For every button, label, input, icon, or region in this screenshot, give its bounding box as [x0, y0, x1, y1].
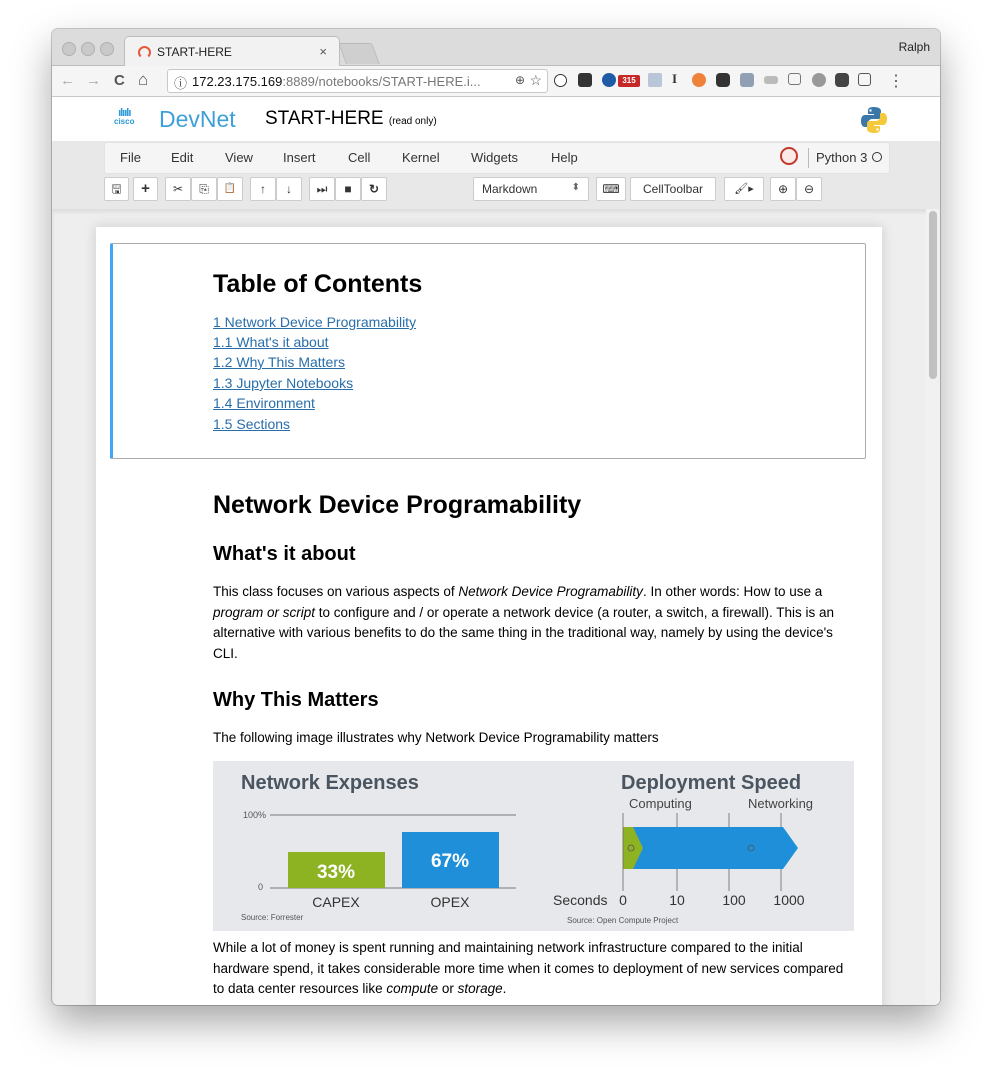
subsection-heading: What's it about — [213, 543, 356, 565]
networking-label: Networking — [748, 796, 814, 811]
networking-arrow — [623, 827, 798, 869]
capex-label: CAPEX — [312, 894, 360, 910]
extension-icon[interactable] — [764, 76, 778, 84]
python-logo-icon — [859, 105, 889, 135]
tab-close-button[interactable]: × — [319, 44, 327, 59]
toc-link[interactable]: 1.2 Why This Matters — [213, 354, 346, 370]
url-input[interactable] — [167, 69, 548, 93]
notebook-name: START-HERE — [265, 108, 384, 129]
extension-icon[interactable] — [578, 73, 592, 87]
notebook-toolbar — [104, 177, 888, 207]
notebook-title[interactable] — [265, 108, 437, 130]
opex-value: 67% — [430, 851, 470, 872]
interrupt-button[interactable]: ■ — [335, 177, 361, 201]
cut-button[interactable]: ✂ — [165, 177, 191, 201]
menu-file[interactable]: File — [120, 150, 141, 165]
computing-label: Computing — [629, 796, 692, 811]
keyboard-shortcuts-button[interactable]: ⌨ — [596, 177, 626, 201]
onepassword-icon[interactable] — [554, 74, 567, 87]
cisco-logo[interactable]: ılıılı cisco — [114, 107, 135, 126]
cell-type-select[interactable] — [473, 177, 589, 201]
notebook-header — [52, 97, 940, 141]
network-expenses-figure — [213, 761, 854, 931]
paragraph: The following image illustrates why Network Device Programability matters — [213, 730, 659, 745]
cisco-label: cisco — [114, 117, 135, 126]
menu-help[interactable]: Help — [551, 150, 578, 165]
reload-button[interactable]: C — [114, 72, 125, 89]
restart-button[interactable]: ↻ — [361, 177, 387, 201]
extension-icon[interactable] — [740, 73, 754, 87]
pocket-icon[interactable] — [835, 73, 849, 87]
label-0: 0 — [258, 882, 264, 892]
tab-title: START-HERE — [157, 45, 232, 59]
menu-cell[interactable]: Cell — [348, 150, 371, 165]
url-text — [192, 74, 481, 89]
insert-cell-button[interactable]: + — [133, 177, 158, 201]
zoom-icon[interactable]: ⊕ — [514, 73, 525, 87]
extension-icon[interactable] — [716, 73, 730, 87]
tick-label: 100 — [722, 892, 746, 908]
profile-name[interactable]: Ralph — [898, 40, 930, 54]
minimize-window-button[interactable] — [81, 42, 95, 56]
section-heading: Network Device Programability — [213, 491, 582, 519]
divider — [808, 148, 809, 168]
speed-title: Deployment Speed — [621, 772, 802, 794]
zoom-in-button[interactable]: ⊕ — [770, 177, 796, 201]
paragraph — [213, 938, 858, 1000]
celltoolbar-button[interactable]: CellToolbar — [630, 177, 716, 201]
extension-icon[interactable]: I — [672, 71, 678, 86]
text: to configure and / or operate a network device (a router, a switch, a firewall). This is an alternative with various benefits to do the same thing in the traditional way, namely by using the device's CLI. — [213, 604, 835, 661]
paragraph — [213, 582, 858, 664]
menu-kernel[interactable]: Kernel — [402, 150, 440, 165]
emphasis: compute — [386, 981, 439, 996]
bookmark-star-icon[interactable]: ☆ — [529, 72, 542, 88]
url-host: 172.23.175.169 — [192, 74, 283, 89]
zoom-out-button[interactable]: ⊖ — [796, 177, 822, 201]
tick-label: 0 — [619, 892, 627, 908]
close-window-button[interactable] — [62, 42, 76, 56]
new-tab-button[interactable] — [338, 43, 380, 64]
text: This class focuses on various aspects of — [213, 584, 459, 599]
toc-link[interactable]: 1.5 Sections — [213, 416, 291, 432]
site-info-icon[interactable]: ⓘ — [174, 76, 188, 91]
select-arrow-icon: ⬍ — [571, 182, 580, 193]
cast-icon[interactable] — [788, 73, 801, 85]
notebook-menubar — [104, 142, 890, 174]
home-button[interactable]: ⌂ — [138, 70, 149, 89]
opex-label: OPEX — [430, 894, 470, 910]
toc-link[interactable]: 1.4 Environment — [213, 395, 315, 411]
cell-type-value: Markdown — [482, 182, 538, 196]
capex-value: 33% — [316, 862, 356, 883]
browser-window — [52, 29, 940, 1005]
notebook-page — [96, 227, 882, 1005]
menu-insert[interactable]: Insert — [283, 150, 316, 165]
tab-bar — [52, 29, 940, 66]
emphasis: program or script — [213, 604, 316, 620]
address-toolbar — [52, 66, 940, 97]
kernel-status-icon — [872, 152, 882, 162]
menu-widgets[interactable]: Widgets — [471, 150, 518, 165]
devnet-logo[interactable]: DevNet — [159, 106, 236, 132]
run-button[interactable]: ⏭ — [309, 177, 335, 201]
url-path: :8889/notebooks/START-HERE.i... — [282, 74, 481, 89]
seconds-label: Seconds — [553, 892, 608, 908]
text: . In other words: How to use a — [642, 584, 823, 599]
extension-icon[interactable] — [602, 73, 616, 87]
source-right: Source: Open Compute Project — [567, 916, 679, 925]
extension-icon[interactable] — [858, 73, 871, 86]
tab-start-here[interactable] — [124, 36, 340, 66]
forward-button[interactable]: → — [86, 72, 101, 89]
tick-label: 1000 — [773, 892, 805, 908]
brush-button[interactable]: 🖌▸ — [724, 177, 764, 201]
mail-badge-icon[interactable]: 315 — [618, 75, 640, 87]
readonly-kernel-icon — [780, 147, 798, 165]
scrollbar[interactable] — [926, 209, 940, 1005]
scrollbar-thumb[interactable] — [929, 211, 937, 379]
kernel-name[interactable]: Python 3 — [816, 150, 868, 165]
label-100-pct: 100% — [243, 810, 267, 820]
notebook-container — [52, 209, 940, 1005]
emphasis: storage — [457, 981, 503, 996]
toc-link[interactable]: 1 Network Device Programability — [213, 314, 417, 330]
zoom-window-button[interactable] — [100, 42, 114, 56]
text: While a lot of money is spent running and maintaining network infrastructure compared to the initial hardware spend, it takes considerable more time when it comes to deployment of new services compared to data center resources like — [213, 940, 844, 996]
move-down-button[interactable]: ↓ — [276, 177, 302, 201]
back-button[interactable]: ← — [60, 72, 75, 89]
save-button[interactable]: 🖫 — [104, 177, 129, 201]
toc-link[interactable]: 1.1 What's it about — [213, 334, 329, 350]
figure-graphic — [213, 761, 854, 931]
paste-button[interactable]: 📋 — [217, 177, 243, 201]
expenses-title: Network Expenses — [241, 772, 419, 794]
menu-edit[interactable]: Edit — [171, 150, 194, 165]
tick-label: 10 — [669, 892, 685, 908]
emphasis: Network Device Programability — [458, 584, 643, 599]
extension-icon[interactable] — [692, 73, 706, 87]
move-up-button[interactable]: ↑ — [250, 177, 276, 201]
dropbox-icon[interactable] — [648, 73, 662, 87]
extension-icon[interactable] — [812, 73, 826, 87]
copy-button[interactable]: ⎘ — [191, 177, 217, 201]
menu-view[interactable]: View — [225, 150, 253, 165]
text: . — [502, 981, 507, 996]
text: or — [438, 981, 458, 996]
source-left: Source: Forrester — [241, 913, 304, 922]
readonly-indicator: (read only) — [388, 116, 437, 127]
subsection-heading: Why This Matters — [213, 689, 379, 711]
toc-link[interactable]: 1.3 Jupyter Notebooks — [213, 375, 354, 391]
loading-icon — [138, 46, 151, 59]
toc-heading: Table of Contents — [213, 270, 423, 298]
chrome-menu-icon[interactable]: ⋮ — [888, 73, 904, 90]
